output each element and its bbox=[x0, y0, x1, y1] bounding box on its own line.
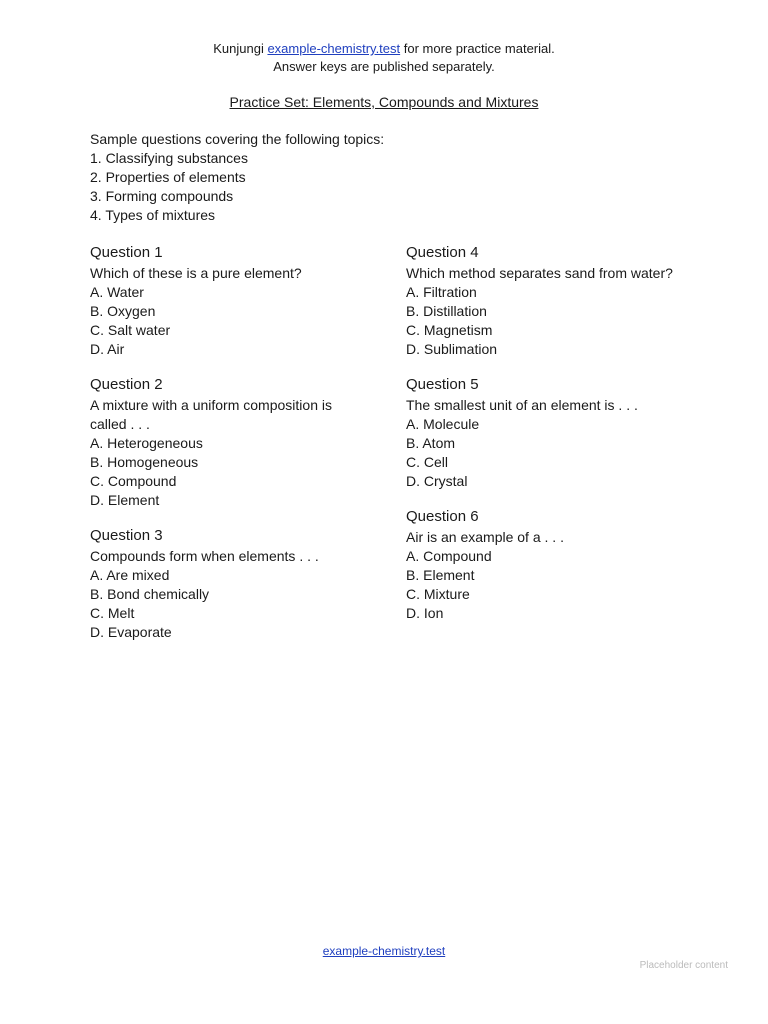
answer-option: A. Water bbox=[90, 284, 144, 300]
answer-option: D. Evaporate bbox=[90, 624, 172, 640]
question-label: Question 5 bbox=[406, 376, 479, 393]
answer-option: B. Distillation bbox=[406, 303, 487, 319]
answer-option: C. Cell bbox=[406, 454, 449, 470]
answer-option: A. Filtration bbox=[406, 284, 477, 300]
answer-option: C. Magnetism bbox=[406, 322, 493, 338]
answer-option: B. Oxygen bbox=[90, 303, 156, 319]
left-column bbox=[90, 243, 362, 658]
question-block bbox=[90, 375, 362, 510]
question-text: Which of these is a pure element? bbox=[90, 265, 302, 281]
answer-option: D. Element bbox=[90, 492, 160, 508]
right-column bbox=[406, 243, 678, 658]
question-block bbox=[90, 526, 362, 642]
question-label: Question 2 bbox=[90, 376, 163, 393]
question-label: Question 6 bbox=[406, 508, 479, 525]
question-block bbox=[90, 243, 362, 359]
topic-item: 3. Forming compounds bbox=[90, 188, 234, 204]
topic-list bbox=[90, 149, 678, 225]
document-page bbox=[90, 40, 678, 658]
answer-option: C. Compound bbox=[90, 473, 177, 489]
intro-text: Sample questions covering the following topics: bbox=[90, 131, 385, 147]
question-block bbox=[406, 375, 678, 491]
intro-section bbox=[90, 130, 678, 225]
question-columns bbox=[90, 243, 678, 658]
topic-item: 4. Types of mixtures bbox=[90, 207, 216, 223]
question-text: The smallest unit of an element is . . . bbox=[406, 397, 638, 413]
question-text: Which method separates sand from water? bbox=[406, 265, 673, 281]
answer-option: B. Homogeneous bbox=[90, 454, 199, 470]
answer-option: C. Melt bbox=[90, 605, 135, 621]
answer-option: B. Atom bbox=[406, 435, 456, 451]
answer-option: A. Heterogeneous bbox=[90, 435, 203, 451]
answer-option: B. Bond chemically bbox=[90, 586, 210, 602]
answer-option: D. Sublimation bbox=[406, 341, 498, 357]
topic-item: 1. Classifying substances bbox=[90, 150, 248, 166]
notice-text-2: for more practice material. bbox=[400, 41, 555, 56]
notice-line2: Answer keys are published separately. bbox=[273, 59, 495, 74]
notice-text: Kunjungi bbox=[213, 41, 268, 56]
answer-option: C. Mixture bbox=[406, 586, 470, 602]
question-block bbox=[406, 507, 678, 623]
answer-option: A. Molecule bbox=[406, 416, 480, 432]
answer-option: C. Salt water bbox=[90, 322, 171, 338]
question-text: Air is an example of a . . . bbox=[406, 529, 564, 545]
footer-link[interactable]: example-chemistry.test bbox=[322, 944, 446, 958]
question-block bbox=[406, 243, 678, 359]
answer-option: A. Are mixed bbox=[90, 567, 170, 583]
placeholder-badge: Placeholder content bbox=[639, 960, 728, 971]
question-label: Question 4 bbox=[406, 244, 479, 261]
header-notice bbox=[90, 40, 678, 76]
answer-option: D. Ion bbox=[406, 605, 444, 621]
question-text: A mixture with a uniform composition is called . . . bbox=[90, 397, 332, 432]
question-label: Question 3 bbox=[90, 527, 163, 544]
answer-option: D. Air bbox=[90, 341, 125, 357]
answer-option: B. Element bbox=[406, 567, 475, 583]
document-title: Practice Set: Elements, Compounds and Mixtures bbox=[229, 94, 539, 110]
topic-item: 2. Properties of elements bbox=[90, 169, 246, 185]
question-text: Compounds form when elements . . . bbox=[90, 548, 319, 564]
question-label: Question 1 bbox=[90, 244, 163, 261]
site-link[interactable]: example-chemistry.test bbox=[267, 41, 401, 56]
answer-option: A. Compound bbox=[406, 548, 492, 564]
answer-option: D. Crystal bbox=[406, 473, 468, 489]
